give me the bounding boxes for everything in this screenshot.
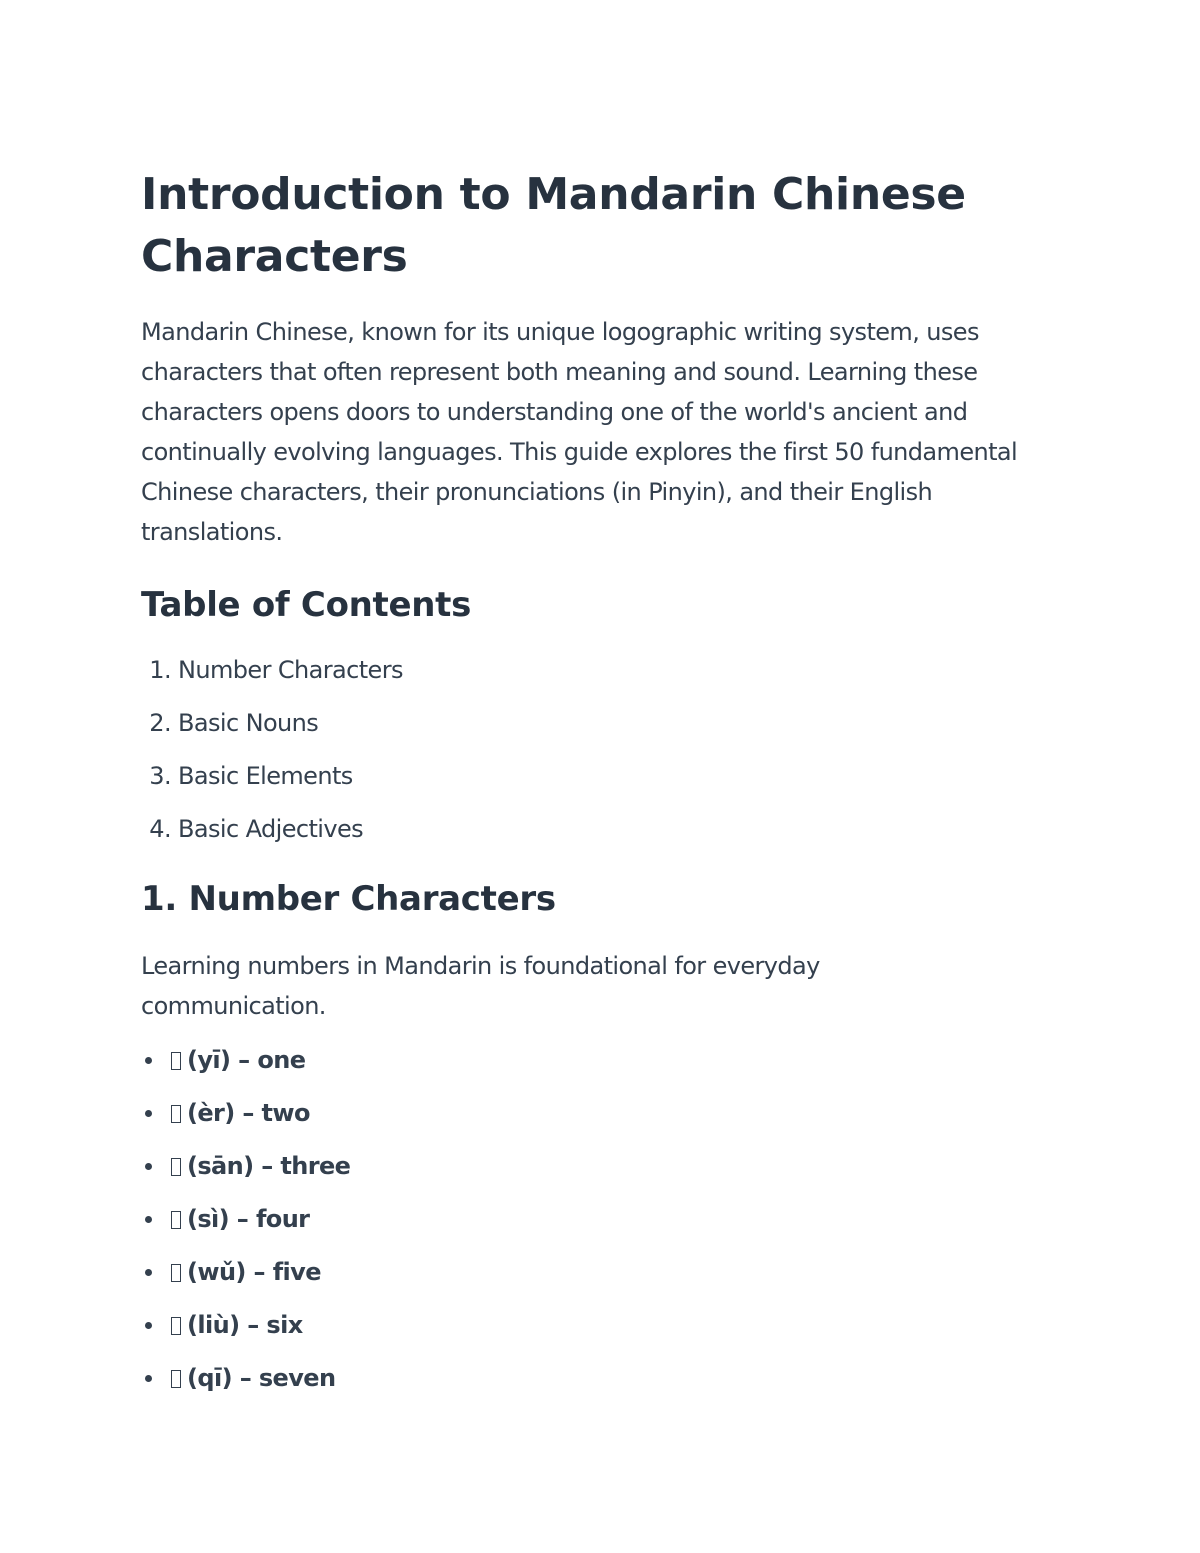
number-character-list xyxy=(141,1034,1061,1405)
toc-item[interactable] xyxy=(141,644,1061,697)
character-entry: (yī) – one xyxy=(187,1046,306,1074)
character-entry: (qī) – seven xyxy=(187,1364,336,1392)
toc-item-label: Basic Elements xyxy=(178,762,353,790)
missing-glyph-icon xyxy=(171,1264,181,1282)
missing-glyph-icon xyxy=(171,1317,181,1335)
toc-item-label: Number Characters xyxy=(178,656,403,684)
number-characters-description: Learning numbers in Mandarin is foundational for everyday communication. xyxy=(141,952,820,1020)
missing-glyph-icon xyxy=(171,1052,181,1070)
number-characters-heading: 1. Number Characters xyxy=(141,879,556,919)
list-item xyxy=(141,1140,1061,1193)
missing-glyph-icon xyxy=(171,1211,181,1229)
toc-heading: Table of Contents xyxy=(141,585,472,625)
bullet-icon xyxy=(145,1269,152,1276)
list-item xyxy=(141,1299,1061,1352)
bullet-icon xyxy=(145,1163,152,1170)
document-title: Introduction to Mandarin Chinese Characters xyxy=(141,169,966,282)
bullet-icon xyxy=(145,1375,152,1382)
list-item xyxy=(141,1352,1061,1405)
character-entry: (liù) – six xyxy=(187,1311,303,1339)
list-item xyxy=(141,1246,1061,1299)
intro-paragraph: Mandarin Chinese, known for its unique logographic writing system, uses characters that often represent both meaning and sound. Learning these characters opens doors to understanding one of the world's ancient and continually evolving languages. This guide explores the first 50 fundamental Chinese characters, their pronunciations (in Pinyin), and their English translations. xyxy=(141,318,1018,546)
list-item xyxy=(141,1087,1061,1140)
character-entry: (sān) – three xyxy=(187,1152,351,1180)
toc-item-number: 3. xyxy=(149,762,171,790)
table-of-contents xyxy=(141,644,1061,856)
toc-item-number: 4. xyxy=(149,815,171,843)
character-entry: (sì) – four xyxy=(187,1205,310,1233)
toc-item[interactable] xyxy=(141,697,1061,750)
list-item xyxy=(141,1034,1061,1087)
list-item xyxy=(141,1193,1061,1246)
character-entry: (èr) – two xyxy=(187,1099,310,1127)
character-entry: (wǔ) – five xyxy=(187,1258,321,1286)
missing-glyph-icon xyxy=(171,1105,181,1123)
document-page xyxy=(141,164,1061,1405)
bullet-icon xyxy=(145,1110,152,1117)
bullet-icon xyxy=(145,1057,152,1064)
toc-item[interactable] xyxy=(141,803,1061,856)
bullet-icon xyxy=(145,1216,152,1223)
toc-item-number: 2. xyxy=(149,709,171,737)
missing-glyph-icon xyxy=(171,1370,181,1388)
toc-item[interactable] xyxy=(141,750,1061,803)
bullet-icon xyxy=(145,1322,152,1329)
toc-item-label: Basic Nouns xyxy=(178,709,319,737)
toc-item-number: 1. xyxy=(149,656,171,684)
toc-item-label: Basic Adjectives xyxy=(178,815,364,843)
missing-glyph-icon xyxy=(171,1158,181,1176)
